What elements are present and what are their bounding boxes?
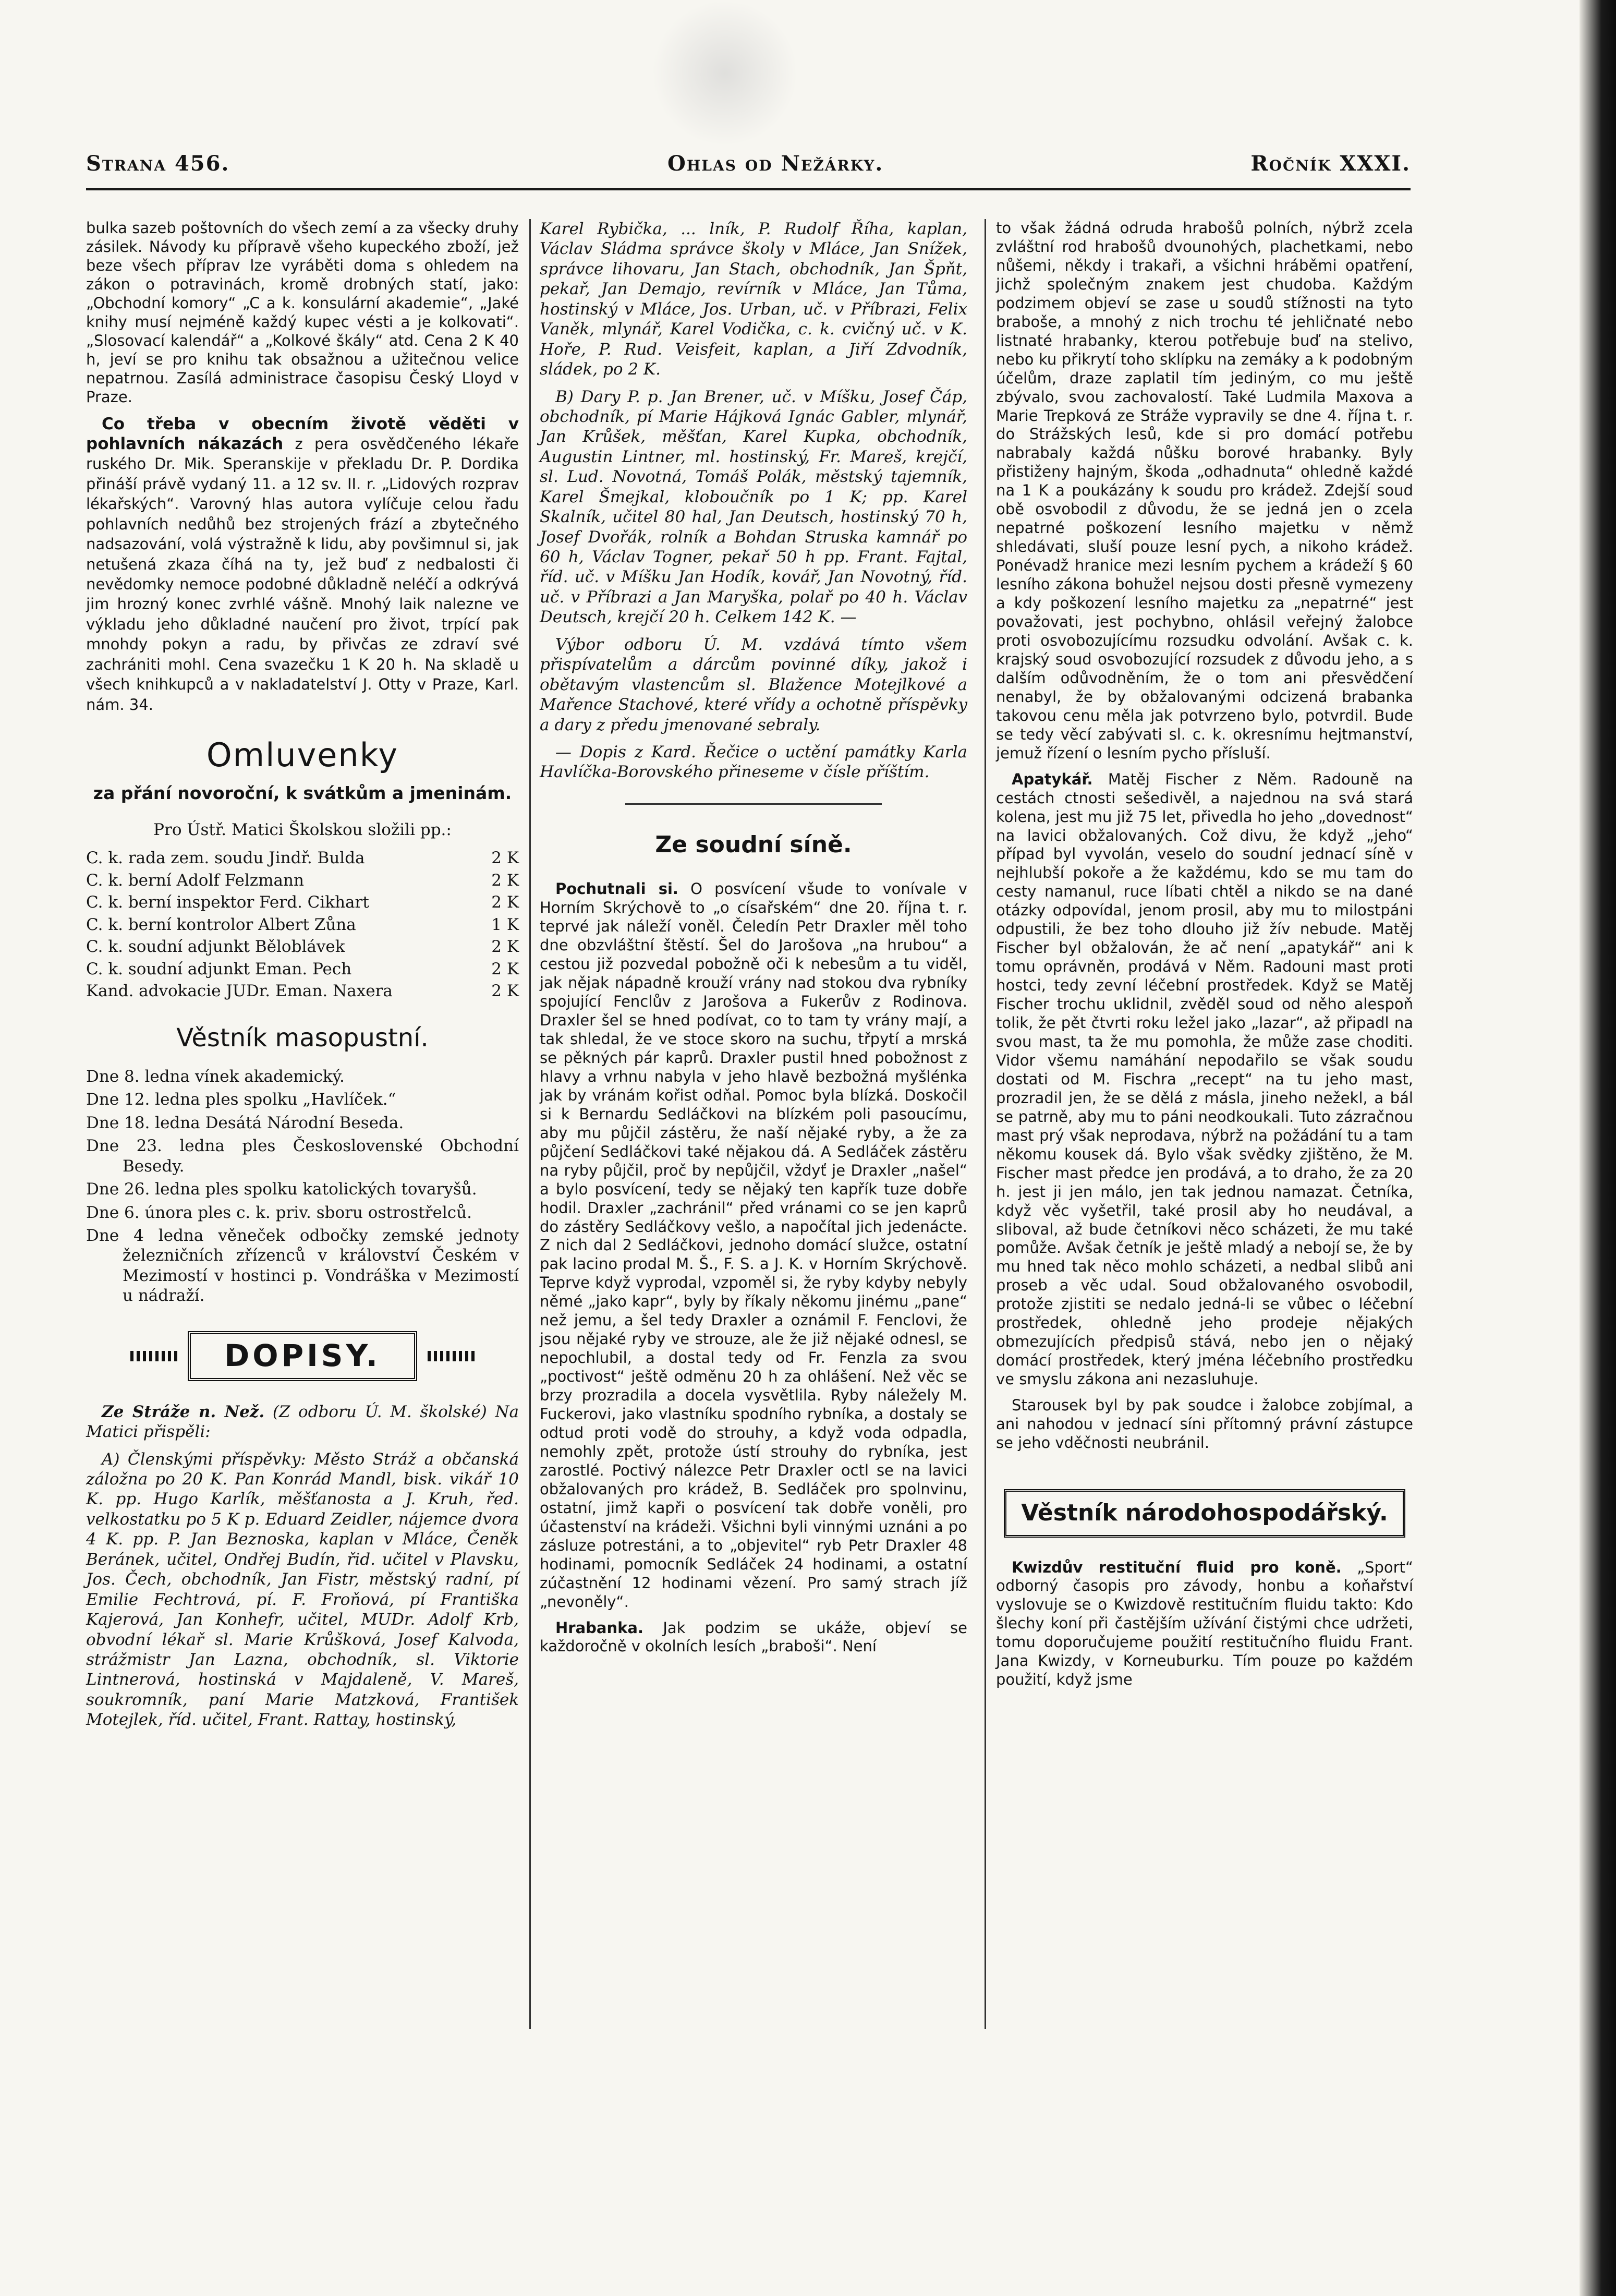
donor-amount: 1 K xyxy=(491,915,519,934)
page-header xyxy=(86,151,1411,183)
article-kwizda-body: „Sport“ odborný časopis pro závody, honbu a koňařství vyslovuje se o Kwizdově restitučním fluidu takto: Kdo šlechy koní při častějším užívání čistými chce udržeti, tomu doporučujeme použití restitučního fluidu Frant. Jana Kwizdy, v Korneuburku. Tím pouze po každém použití, když jsme xyxy=(996,1558,1413,1689)
list-item: Dne 4 ledna věneček odbočky zemské jednoty železničních zřízenců v království Českém v Mezimostí v hostinci p. Vondráška v Mezimostí u nádraží. xyxy=(86,1226,519,1306)
ornament-right xyxy=(428,1351,475,1361)
donor-row xyxy=(86,869,519,891)
omluvenky-subtitle: za přání novoroční, k svátkům a jmeninám. xyxy=(93,782,512,803)
binding-edge xyxy=(1579,0,1616,2296)
article-apatykar-end: Starousek byl by pak soudce i žalobce zobjímal, a ani nahodou v jednací síni přítomný právní zástupce se jeho vděčnosti neubránil. xyxy=(996,1396,1413,1452)
article-hrabanka-continued: to však žádná odruda hrabošů polních, nýbrž zcela zvláštní rod hrabošů dvounohých, plachetkami, nebo nůšemi, někdy i trakaři, a všichni hráběmi opatření, jichž společným znakem jest chudoba. Každým podzimem objeví se zase u soudů stížnosti na tyto braboše, a mnohý z nich trochu té jehličnaté nebo listnaté hrabanky, kterou potřebuje buď na stelivo, nebo ku přikrytí toho sklípku na zemáky a k podobným účelům, draze zaplatil tím jediným, co mu ještě zbývalo, svou zachovalostí. Také Ludmila Maxova a Marie Trepková ze Stráže vypravily se dne 4. října t. r. do Strážských lesů, kde si pro domácí potřebu nabrabaly každá nůšku borové hrabanky. Byly přistiženy hajným, škoda „odhadnuta“ ohledně každé na 1 K a poukázány k soudu pro krádež. Zdejší soud obě osvobodil z důvodu, že se jedná jen o zcela nepatrné poškození lesního majetku v němž shledávati, sluší pouze lesní pych, a nikoho krádež. Ponévadž hranice mezi lesním pychem a krádeží § 60 lesního zákona bohužel nejsou dosti přesně vymezeny a kdy poškození lesního majetku za „nepatrné“ jest považovati, jest pochybno, ohlásil veřejný žalobce proti osvobozujícímu rozsudku odvolání. Avšak c. k. krajský soud osvobozující rozsudek z důvodu jeho, a s dalším odůvodněním, že o tom ani přesvědčení nenabyl, že by obžalovanými odcizená brabanka takovou cenu měla jak potvrzeno bylo, potvrdil. Bude se tedy věcí zabývati sl. c. k. okresnímu hejtmanství, jemuž řízení o lesním pycho přísluší. xyxy=(996,219,1413,762)
donor-amount: 2 K xyxy=(491,849,519,868)
column-2 xyxy=(540,219,967,1663)
vestnik-narodohospodarsky-title: Věstník národohospodářský. xyxy=(1021,1499,1388,1526)
column-divider-1 xyxy=(529,219,531,2029)
dopisy-intro-body: (Z odboru Ú. M. školské) Na Matici přispěli: xyxy=(86,1402,519,1442)
donor-amount: 2 K xyxy=(491,937,519,957)
donor-row xyxy=(86,936,519,958)
donors-continued: Karel Rybička, ... lník, P. Rudolf Říha, kaplan, Václav Sládma správce školy v Mláce, Jan Snížek, správce lihovaru, Jan Stach, obchodník, Jan Špňt, pekař, Jan Demajo, revírník v Mláce, Jan Tůma, hostinský v Mláce, Jos. Urban, uč. v Příbrazi, Felix Vaněk, mlynář, Karel Vodička, c. k. cvičný uč. v K. Hoře, P. Rud. Veisfeit, kaplan, a Jiří Zdvodník, sládek, po 2 K. xyxy=(540,220,967,379)
article-nakazy-body: z pera osvědčeného lékaře ruského Dr. Mik. Speranskije v překladu Dr. P. Dordika přináší právě vydaný 11. a 12 sv. II. r. „Lidových rozprav lékařských“. Varovný hlas autora vylíčuje celou řadu pohlavních nedůhů bez strojených frází a zbytečného nadsazování, volá výstražně k lidu, aby povšimnul si, jak netušená zkaza číhá na ty, jež buď z nedbalosti či nevědomky nemoce podobné důkladně neléčí a odkrývá jim hrozný konec zvrhlé vášně. Mnohý laik nalezne ve výkladu jeho důkladné naučení pro život, trpící pak mnohdy pokyn a radu, by přivčas ze zdraví své zachrániti mohl. Cena svazečku 1 K 20 h. Na skladě u všech knihkupců a v nakladatelství J. Otty v Praze, Karl. nám. 34. xyxy=(86,434,519,714)
vestnik-narodohospodarsky-banner xyxy=(1004,1489,1405,1538)
donor-name: Kand. advokacie JUDr. Eman. Naxera xyxy=(86,981,393,1000)
donor-name: C. k. berní kontrolor Albert Zůna xyxy=(86,915,356,934)
list-item: Dne 23. ledna ples Československé Obchodní Besedy. xyxy=(86,1137,519,1176)
article-nakazy-lead: Co třeba v obecním životě věděti v pohlavních nákazách xyxy=(86,414,519,453)
article-pochutnali-body: O posvícení všude to vonívale v Horním Skrýchově to „o císařském“ dne 20. října t. r. teprvé jak náleží voněl. Čeledín Petr Draxler měl toho dne obzvláštní štěstí. Šel do Jarošova „na hrubou“ a cestou již pozvedal pobožně oči k nebesům a tu viděl, jak nějak nápadně krouží vrány nad stokou dva rybníky spojující Fenclův z Jarošova a Fukerův z Rodinova. Draxler šel se hned podívat, co to tam ty vrány mají, a tak shledal, že ve stoce skoro na suchu, třpytí a mrská se pěkných pár kaprů. Draxler pustil hned pobožnost z hlavy a vrhnu nabyla v jeho hlavě bezbožná myšlénka jak by vránám kořist odňal. Pomoc byla blízká. Doskočil si k Bernardu Sedláčkovi na blízkém poli pasoucímu, aby mu půjčil zástěru, že naší nějaké ryby, a že za půjčení Sedláčkovi také nějakou dá. A Sedláček zástěru na ryby půjčil, proč by nepůjčil, vždyť je Draxler „našel“ a bylo posvícení, tedy se nějaký ten kapřík tuze dobře hodil. Draxler „zachránil“ před vránami co se jen kaprů do zástěry Sedláčkovy vešlo, a napočítal jich jedenácte. Z nich dal 2 Sedláčkovi, jednoho domácí služce, ostatní pak lacino prodal M. Š., F. S. a J. K. v Horním Skrýchově. Teprve když vyprodal, vzpoměl si, že ryby kdyby nebyly němé „jako kapr“, byly by říkaly někomu jinému „pane“ než jemu, a šel tedy Draxler a oznámil F. Fenclovi, že jsou nějaké ryby ve strouze, ale že již nějaké odnesl, se nepochlubil, a dostal tedy od Fr. Fenzla za svou „poctivost“ ještě odměnu 20 h za ohlášení. Než věc se brzy prozradila a docela vysvětlila. Ryby náležely M. Fuckerovi, jako vlastníku spodního rybníka, a dostaly se odtud proti vodě do strouhy, a když voda odpadla, nemohly zpět, protože ústí strouhy do rybníka, jest zarostlé. Poctivý nálezce Petr Draxler octl se na lavici obžalovaných pro krádež, B. Sedláček pro spolnvinu, ostatní, jimž kapři o posvícení tak dobře voněli, pro účastenství na krádeži. Všichni byli vinnými uznáni a po zásluze potrestáni, a to „objevitel“ ryb Petr Draxler 48 hodinami, pomocník Sedláček 24 hodinami, a ostatní zúčastnění 12 hodinami vězení. Pro samý strach jíž „nevoněly“. xyxy=(540,880,967,1611)
donor-row xyxy=(86,847,519,869)
article-lloyd: bulka sazeb poštovních do všech zemí a za všecky druhy zásilek. Návody ku přípravě všeho kupeckého zboží, jež beze všech příprav lze vyráběti doma s ohledem na zákon o potravinách, kromě drobných statí, jako: „Obchodní komory“ „C a k. konsulární akademie“, „Jaké knihy musí nejméně každý kupec vésti a je kolkovati“. „Slosovací kalendář“ a „Kolkové škály“ atd. Cena 2 K 40 h, jeví se pro knihu tak obsažnou a užitečnou velice nepatrnou. Zasílá administrace časopisu Český Lloyd v Praze. xyxy=(86,219,519,406)
list-item: Dne 6. února ples c. k. priv. sboru ostrostřelců. xyxy=(86,1203,472,1222)
donor-name: C. k. berní Adolf Felzmann xyxy=(86,871,304,890)
committee-thanks: Výbor odboru Ú. M. vzdává tímto všem přispívatelům a dárcům povinné díky, jakož i obětavým vlastencům sl. Blažence Motejlkové a Mařence Stachové, které vřídy a ochotně příspěvky a dary z předu jmenované sebraly. xyxy=(540,635,967,734)
donor-amount: 2 K xyxy=(491,959,519,978)
article-hrabanka-body: Jak podzim se ukáže, objeví se každoročně v okolních lesích „braboši“. Není xyxy=(540,1618,967,1655)
dopis-note: — Dopis z Kard. Řečice o uctění památky Karla Havlíčka-Borovského přineseme v čísle příštím. xyxy=(540,742,967,782)
newspaper-title: Ohlas od Nežárky. xyxy=(667,151,884,176)
column-3 xyxy=(996,219,1413,1697)
volume-number: Ročník XXXI. xyxy=(1250,151,1411,176)
omluvenky-intro: Pro Ústř. Matici Školskou složili pp.: xyxy=(153,820,452,839)
donor-name: C. k. soudní adjunkt Eman. Pech xyxy=(86,959,352,978)
donor-row xyxy=(86,891,519,913)
soudni-sin-title: Ze soudní síně. xyxy=(655,831,852,858)
dopisy-members: A) Členskými příspěvky: Město Stráž a občanská záložna po 20 K. Pan Konrád Mandl, bisk. vikář 10 K. pp. Hugo Karlík, měšťanosta a J. Kruh, řed. velkostatku po 5 K p. Eduard Zeidler, nájemce dvora 4 K. pp. P. Jan Beznoska, kaplan v Mláce, Čeněk Beránek, učitel, Ondřej Budín, řid. učitel v Plavsku, Jos. Čech, obchodník, Jan Fistr, městský radní, pí Emilie Fechtrová, pí. F. Froňová, pí Františka Kajerová, Jan Konhefr, učitel, MUDr. Adolf Krb, obvodní lékař sl. Marie Krůšková, Josef Kalvoda, strážmistr Jan Lazna, obchodník, sl. Viktorie Lintnerová, hostinská v Majdaleně, V. Mareš, soukromník, paní Marie Matzková, František Motejlek, říd. učitel, Frant. Rattay, hostinský, xyxy=(86,1449,519,1730)
dopisy-banner xyxy=(188,1331,417,1381)
donor-amount: 2 K xyxy=(491,893,519,912)
divider xyxy=(625,803,882,805)
list-item: Dne 18. ledna Desátá Národní Beseda. xyxy=(86,1113,404,1132)
article-pochutnali xyxy=(540,880,967,1611)
header-rule xyxy=(86,188,1411,190)
donors-gifts: B) Dary P. p. Jan Brener, uč. v Míšku, Josef Čáp, obchodník, pí Marie Hájková Ignác Gabler, mlynář, Jan Krůšek, měšťan, Karel Kupka, obchodník, Augustin Lintner, ml. hostinský, Fr. Mareš, krejčí, sl. Lud. Novotná, Tomáš Polák, městský tajemník, Karel Šmejkal, kloboučník po 1 K; pp. Karel Skalník, učitel 80 hal, Jan Deutsch, hostinský 70 h, Josef Dvořák, rolník a Bohdan Struska kamnář po 60 h, Václav Togner, pekař 50 h pp. Frant. Fajtal, říd. uč. v Míšku Jan Hodík, kovář, Jan Novotný, říd. uč. v Příbrazi a Jan Maryška, polař po 40 h. Václav Deutsch, krejčí 20 h. Celkem 142 K. — xyxy=(540,387,967,627)
article-pochutnali-lead: Pochutnali si. xyxy=(555,880,678,898)
article-hrabanka-lead: Hrabanka. xyxy=(555,1618,643,1637)
donor-row xyxy=(86,914,519,936)
article-kwizda xyxy=(996,1558,1413,1690)
column-1 xyxy=(86,219,519,1737)
page-number: Strana 456. xyxy=(86,151,230,176)
article-kwizda-lead: Kwizdův restituční fluid pro koně. xyxy=(1012,1558,1342,1576)
paper-stain xyxy=(652,0,798,146)
donor-amount: 2 K xyxy=(491,981,519,1000)
article-apatykar xyxy=(996,770,1413,1389)
dopisy-lead: Ze Stráže n. Než. xyxy=(102,1402,265,1421)
donor-name: C. k. berní inspektor Ferd. Cikhart xyxy=(86,893,369,912)
article-hrabanka xyxy=(540,1619,967,1657)
article-nakazy xyxy=(86,414,519,715)
list-item: Dne 26. ledna ples spolku katolických tovaryšů. xyxy=(86,1180,477,1199)
donor-amount: 2 K xyxy=(491,871,519,890)
donor-name: C. k. soudní adjunkt Běloblávek xyxy=(86,937,345,957)
column-divider-2 xyxy=(985,219,986,2029)
vestnik-masopustni-title: Věstník masopustní. xyxy=(176,1023,429,1053)
list-item: Dne 12. ledna ples spolku „Havlíček.“ xyxy=(86,1090,396,1109)
omluvenky-title: Omluvenky xyxy=(206,736,399,775)
dopisy-label: DOPISY. xyxy=(224,1337,381,1373)
donor-row xyxy=(86,980,519,1002)
ornament-left xyxy=(130,1351,177,1361)
donor-name: C. k. rada zem. soudu Jindř. Bulda xyxy=(86,849,365,868)
dopisy-intro xyxy=(86,1402,519,1442)
article-apatykar-body: Matěj Fischer z Něm. Radouně na cestách ctnosti sešedivěl, a najednou na svá stará kolena, jest mu již 75 let, přivedla ho jeho „dovednost“ na lavici obžalovaných. Což divu, že když „jeho“ případ byl vyvolán, veselo do soudní jednací síně v nejhlubší pokoře a že každému, kdo se mu tam do cesty namanul, ruce líbati chtěl a nikdo se na dané otázky odpovídal, jenom prosil, aby mu to milostpáni odpustili, že bez toho dlouho již žív nebude. Matěj Fischer byl obžalován, že ač není „apatykář“ ani k tomu oprávněn, prodává v Něm. Radouni mast proti hostci, tedy zevní léčební prostředek. Když se Matěj Fischer trochu uklidnil, zvěděl soud od něho alespoň tolik, že pět čtvrti roku ležel jako „lazar“, až připadl na svou mast, ta že mu pomohla, že může zase choditi. Vidor všemu namáhání nepodařilo se však soudu dostati od M. Fischra „recept“ na tu jeho mast, prozradil jen, že se dělá z másla, jineho nežekl, a bál se patrně, aby mu to páni neodkoukali. Tuto zázračnou mast prý však neprodava, nýbrž na požádání tu a tam někomu kousek dá. Bylo však svědky zjištěno, že M. Fischer mast předce jen prodává, a to draho, že za 20 h. jest ji jen málo, jen tak jednou namazat. Četníka, když věc vyšetřil, také prosil aby ho neudával, a sliboval, až bude četníkovi něco scházeti, že mu také pomůže. Avšak četník je ještě mladý a nebojí se, že by mu hned tak něco mohlo scházeti, a nedbal slibů ani proseb a věc udal. Soud obžalovaného osvobodil, protože zjistiti se nedalo jedná-li se vůbec o léčební prostředek, ohledně jeho prodeje nějakých obmezujících předpisů stává, nebo jen o nějaký domácí prostředek, který jména léčebního prostředku ve smyslu zákona ani nezasluhuje. xyxy=(996,770,1413,1388)
ball-list xyxy=(86,1067,519,1306)
donor-table xyxy=(86,847,519,1002)
article-apatykar-lead: Apatykář. xyxy=(1012,770,1093,788)
list-item: Dne 8. ledna vínek akademický. xyxy=(86,1067,345,1086)
donor-row xyxy=(86,958,519,980)
